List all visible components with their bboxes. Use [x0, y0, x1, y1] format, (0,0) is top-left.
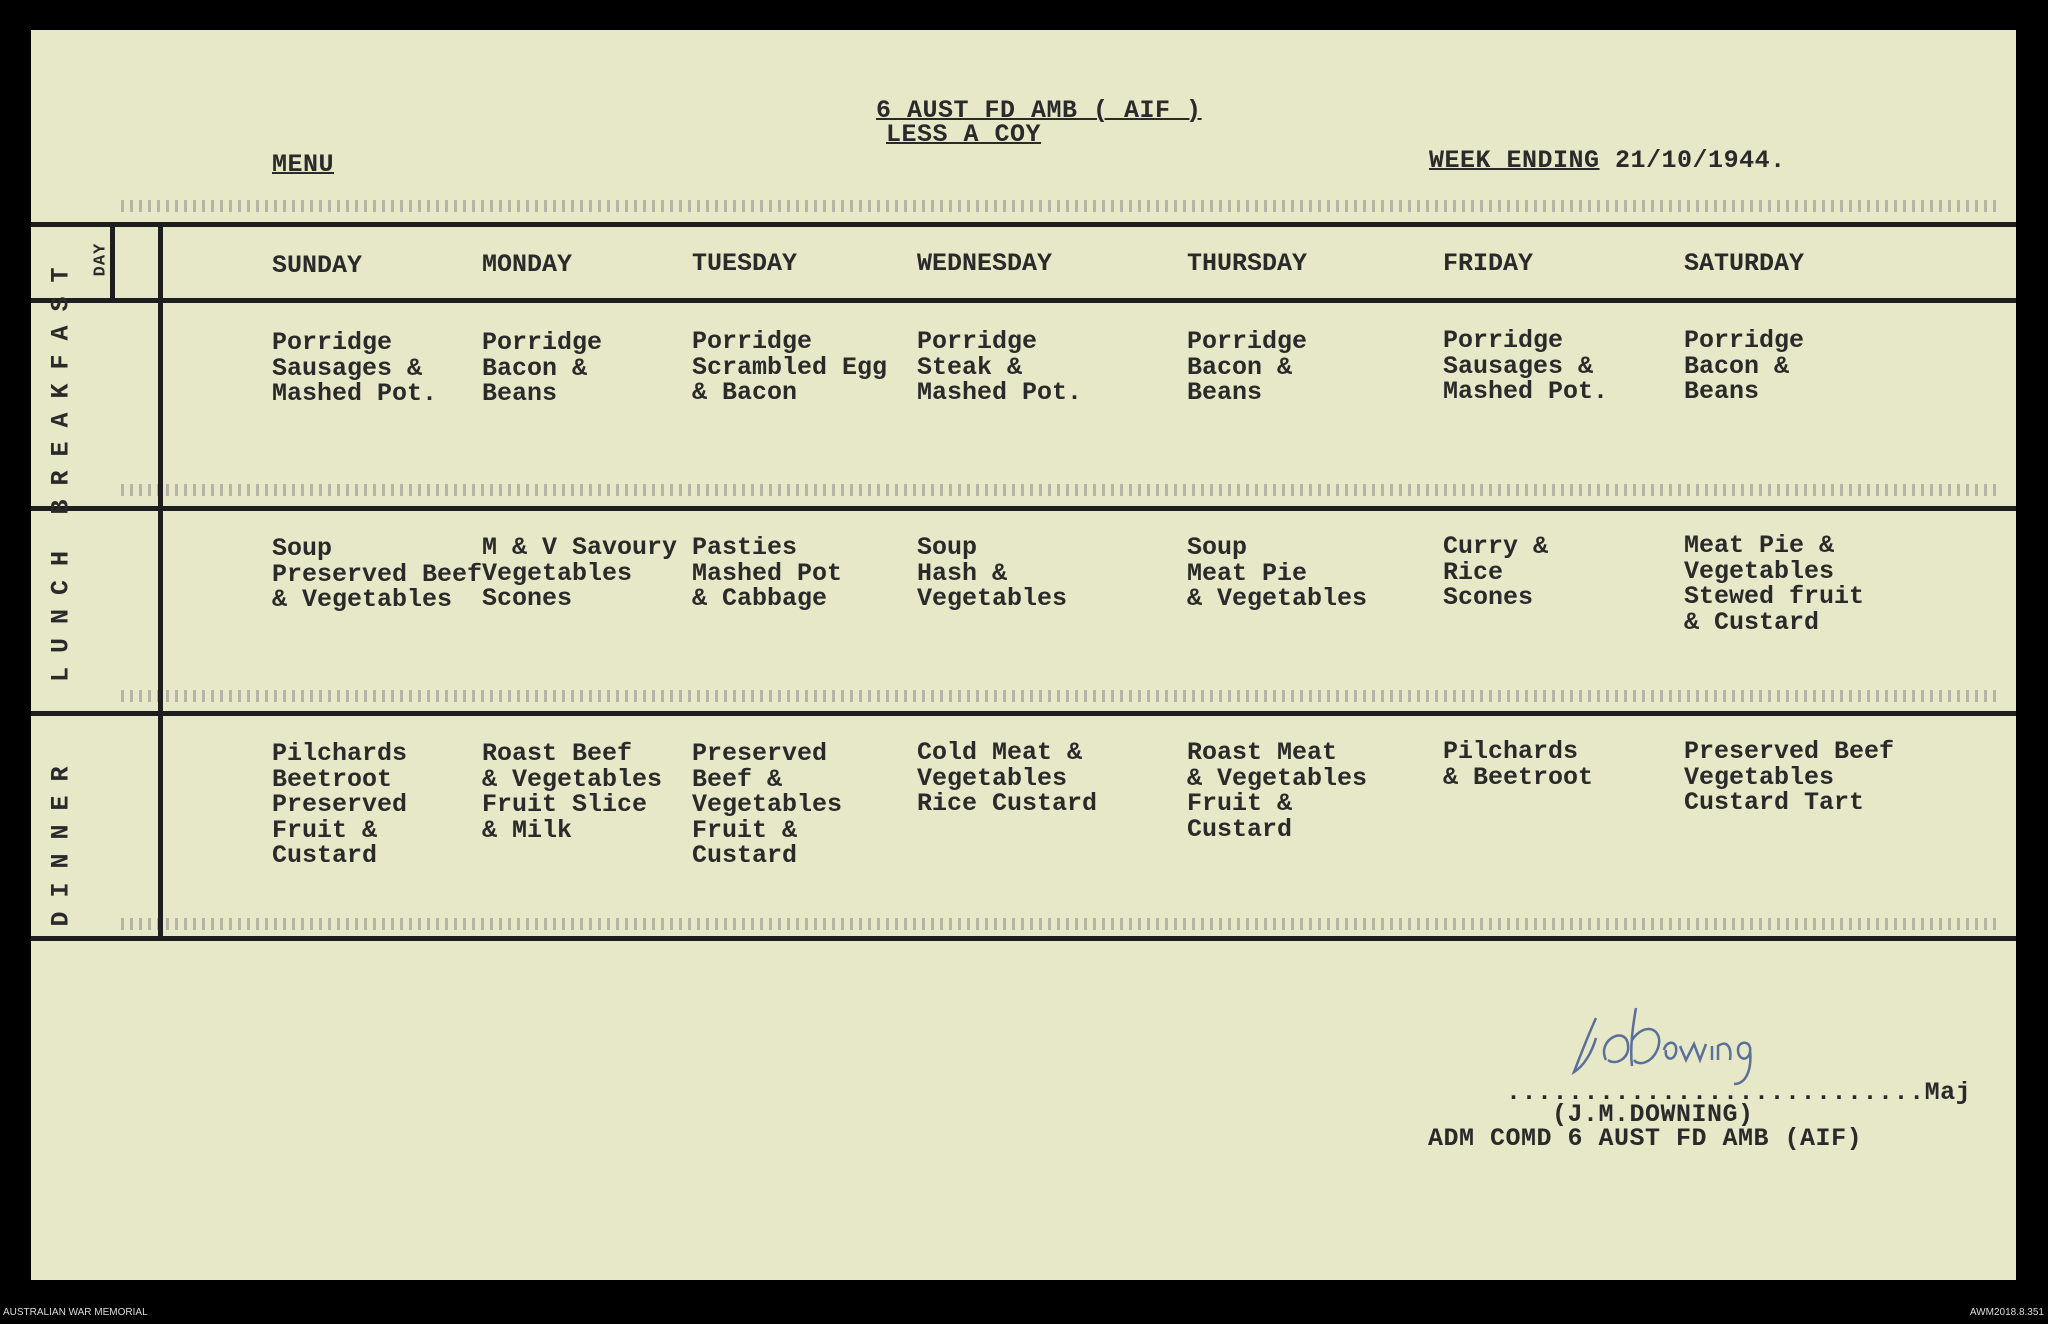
breakfast-friday: Porridge Sausages & Mashed Pot. — [1443, 326, 1609, 406]
day-header-monday: MONDAY — [482, 250, 573, 279]
dinner-saturday: Preserved Beef Vegetables Custard Tart — [1684, 737, 1895, 817]
week-date: 21/10/1944. — [1615, 146, 1786, 175]
dinner-tuesday: Preserved Beef & Vegetables Fruit & Custard — [692, 739, 843, 870]
breakfast-tuesday: Porridge Scrambled Egg & Bacon — [692, 327, 888, 407]
day-column-rule — [110, 222, 115, 301]
signatory-title: ADM COMD 6 AUST FD AMB (AIF) — [1428, 1124, 1863, 1153]
day-header-saturday: SATURDAY — [1684, 249, 1805, 278]
meal-label-breakfast: BREAKFAST — [46, 253, 76, 515]
table-top-rule — [31, 222, 2016, 227]
footer-accession-number: AWM2018.8.351 — [1969, 1307, 2044, 1318]
lunch-friday: Curry & Rice Scones — [1443, 532, 1549, 612]
meal-label-dinner: DINNER — [46, 752, 76, 927]
dinner-thursday: Roast Meat & Vegetables Fruit & Custard — [1187, 738, 1368, 844]
faint-dash-rule — [121, 484, 2001, 496]
unit-title: 6 AUST FD AMB ( AIF ) — [876, 96, 1202, 125]
breakfast-wednesday: Porridge Steak & Mashed Pot. — [917, 327, 1083, 407]
day-header-friday: FRIDAY — [1443, 249, 1534, 278]
week-ending — [1429, 148, 1786, 174]
dinner-wednesday: Cold Meat & Vegetables Rice Custard — [917, 738, 1098, 818]
lunch-saturday: Meat Pie & Vegetables Stewed fruit & Custard — [1684, 531, 1865, 637]
lunch-sunday: Soup Preserved Beef & Vegetables — [272, 534, 483, 614]
dinner-monday: Roast Beef & Vegetables Fruit Slice & Milk — [482, 739, 663, 845]
day-header-wednesday: WEDNESDAY — [917, 249, 1053, 278]
faint-dash-rule — [121, 200, 2001, 212]
lunch-thursday: Soup Meat Pie & Vegetables — [1187, 533, 1368, 613]
day-header-thursday: THURSDAY — [1187, 249, 1308, 278]
breakfast-saturday: Porridge Bacon & Beans — [1684, 326, 1805, 406]
lunch-tuesday: Pasties Mashed Pot & Cabbage — [692, 533, 843, 613]
lunch-wednesday: Soup Hash & Vegetables — [917, 533, 1068, 613]
breakfast-bottom-rule — [31, 506, 2016, 511]
menu-label: MENU — [272, 150, 335, 179]
header-rule — [31, 298, 2016, 303]
dinner-sunday: Pilchards Beetroot Preserved Fruit & Custard — [272, 739, 408, 870]
week-label: WEEK ENDING — [1429, 146, 1600, 175]
table-bottom-rule — [31, 936, 2016, 941]
day-label: DAY — [91, 242, 111, 277]
lunch-bottom-rule — [31, 711, 2016, 716]
signature-line: ...........................Maj — [1506, 1078, 1972, 1107]
meal-label-lunch: LUNCH — [46, 537, 76, 683]
dinner-friday: Pilchards & Beetroot — [1443, 737, 1594, 792]
handwritten-signature — [1566, 1000, 1796, 1090]
faint-dash-rule — [121, 690, 2001, 702]
footer-credit: AUSTRALIAN WAR MEMORIAL — [3, 1307, 148, 1318]
document-page — [31, 30, 2016, 1280]
lunch-monday: M & V Savoury Vegetables Scones — [482, 533, 678, 613]
faint-dash-rule — [121, 918, 2001, 930]
breakfast-sunday: Porridge Sausages & Mashed Pot. — [272, 328, 438, 408]
day-header-tuesday: TUESDAY — [692, 249, 798, 278]
breakfast-thursday: Porridge Bacon & Beans — [1187, 327, 1308, 407]
breakfast-monday: Porridge Bacon & Beans — [482, 328, 603, 408]
signatory-name: (J.M.DOWNING) — [1552, 1100, 1754, 1129]
day-header-sunday: SUNDAY — [272, 251, 363, 280]
meal-column-rule — [158, 222, 163, 941]
unit-subtitle: LESS A COY — [886, 120, 1042, 149]
